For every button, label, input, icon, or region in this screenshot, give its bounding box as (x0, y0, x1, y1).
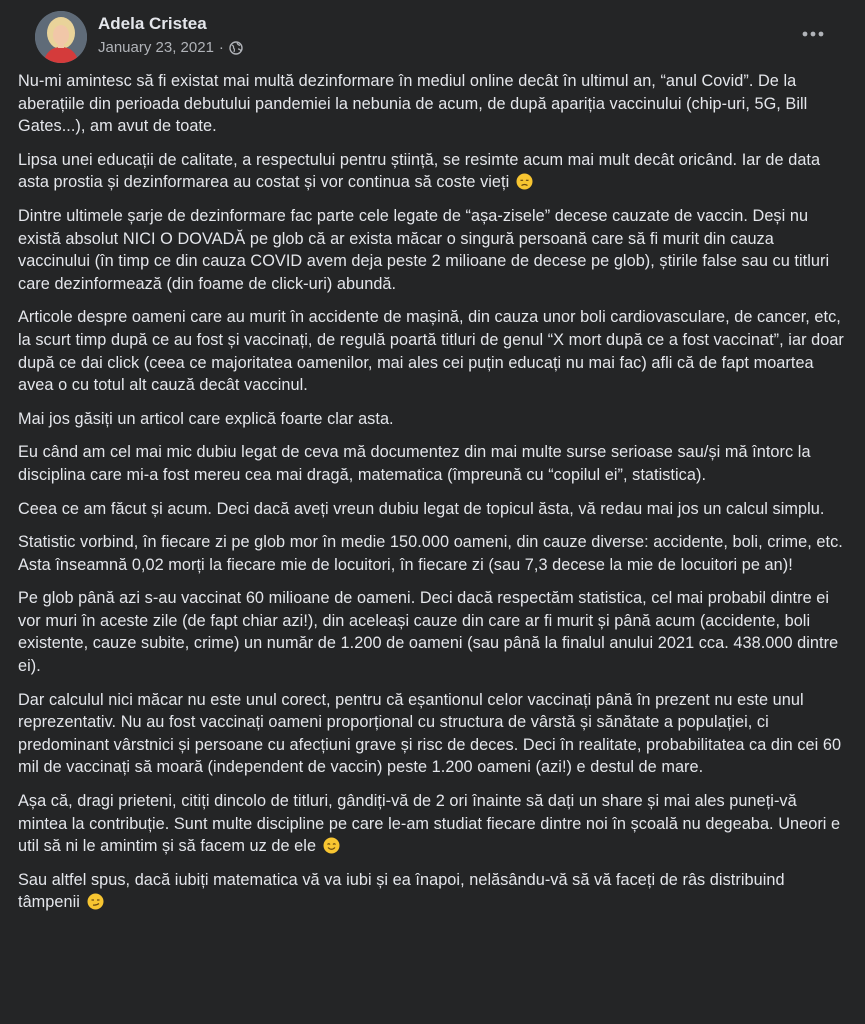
paragraph-1: Nu-mi amintesc să fi existat mai multă dezinformare în mediul online decât în ultimul an, “anul Covid”. De la aberațiile din perioada debutului pandemiei la nebunia de acum, de după apariția vaccinului (chip-uri, 5G, Bill Gates...), am avut de toate. (18, 72, 808, 136)
paragraph-12: Sau altfel spus, dacă iubiți matematica vă va iubi și ea înapoi, nelăsându-vă să vă faceți de râs distribuind tâmpenii (18, 870, 785, 912)
paragraph-7: Ceea ce am făcut și acum. Deci dacă aveți vreun dubiu legat de topicul ăsta, vă redau mai jos un calcul simplu. (18, 499, 825, 518)
post-body (18, 70, 850, 925)
paragraph-3: Dintre ultimele șarje de dezinformare fac parte cele legate de “așa-zisele” decese cauzate de vaccin. Deși nu există absolut NICI O DOVADĂ pe glob că ar exista măcar o singură persoană care să fi murit din cauza vaccinului (în timp ce din cauza COVID avem deja peste 2 milioane de decese pe glob), știrile false sau cu titluri care dezinformează (din foame de click-uri) abundă. (18, 206, 830, 293)
smiling-face-icon (323, 837, 340, 854)
paragraph-2: Lipsa unei educații de calitate, a respectului pentru știință, se resimte acum mai mult decât oricând. Iar de data asta prostia și dezinformarea au costat și vor continua să coste vieți (18, 150, 821, 192)
avatar[interactable] (35, 11, 87, 63)
paragraph-8: Statistic vorbind, în fiecare zi pe glob mor în medie 150.000 oameni, din cauze diverse: accidente, boli, crime, etc. Asta înseamnă 0,02 morți la fiecare mie de locuitori, în fiecare zi (sau 7,3 decese la mie de locuitori pe an)! (18, 533, 843, 574)
paragraph-11: Așa că, dragi prieteni, citiți dincolo de titluri, gândiți-vă de 2 ori înainte să dați un share și mai ales puneți-vă mintea la contribuție. Sunt multe discipline pe care le-am studiat fiecare dintre noi în școală nu degeaba. Uneori e util să ni le amintim și să facem uz de ele (18, 792, 841, 856)
post-header (18, 0, 847, 70)
smirking-face-icon (87, 893, 104, 910)
globe-icon[interactable] (229, 41, 243, 55)
paragraph-5: Mai jos găsiți un articol care explică foarte clar asta. (18, 409, 394, 428)
paragraph-10: Dar calculul nici măcar nu este unul corect, pentru că eșantionul celor vaccinați până în prezent nu este unul reprezentativ. Nu au fost vaccinați oameni proporțional cu structura de vârstă și sănătate a populației, ci predominant vârstnici și persoane cu afecțiuni grave și risc de deces. Deci în realitate, probabilitatea ca din cei 60 mil de vaccinați să moară (independent de vaccin) peste 1.200 oameni (azi!) e destul de mare. (18, 690, 842, 777)
author-name[interactable]: Adela Cristea (98, 14, 207, 33)
paragraph-4: Articole despre oameni care au murit în accidente de mașină, din cauza unor boli cardiovasculare, de cancer, etc, la scurt timp după ce au fost și vaccinați, de regulă poartă titluri de genul “X mort după ce a fost vaccinat”, iar doar după ce dai click (ceea ce majoritatea oamenilor, mai ales cei puțin educați nu mai fac) afli că de fapt moartea avea o cu totul alt cauză decât vaccinul. (18, 308, 844, 395)
post-meta (98, 39, 243, 56)
paragraph-6: Eu când am cel mai mic dubiu legat de ceva mă documentez din mai multe surse serioase sau/și mă întorc la disciplina care mi-a fost mereu cea mai dragă, matematica (împreună cu “copilul ei”, statistica). (18, 443, 811, 484)
meta-separator: · (218, 39, 224, 56)
more-options-icon[interactable] (797, 22, 829, 46)
post-date[interactable]: January 23, 2021 (98, 39, 214, 56)
disappointed-face-icon (516, 173, 533, 190)
paragraph-9: Pe glob până azi s-au vaccinat 60 milioane de oameni. Deci dacă respectăm statistica, cel mai probabil dintre ei vor muri în aceste zile (de fapt chiar azi!), din aceleași cauze din care ar fi murit și până acum (accidente, boli existente, cauze subite, crime) un număr de 1.200 de oameni (sau până la finalul anului 2021 cca. 438.000 dintre ei). (18, 589, 839, 676)
